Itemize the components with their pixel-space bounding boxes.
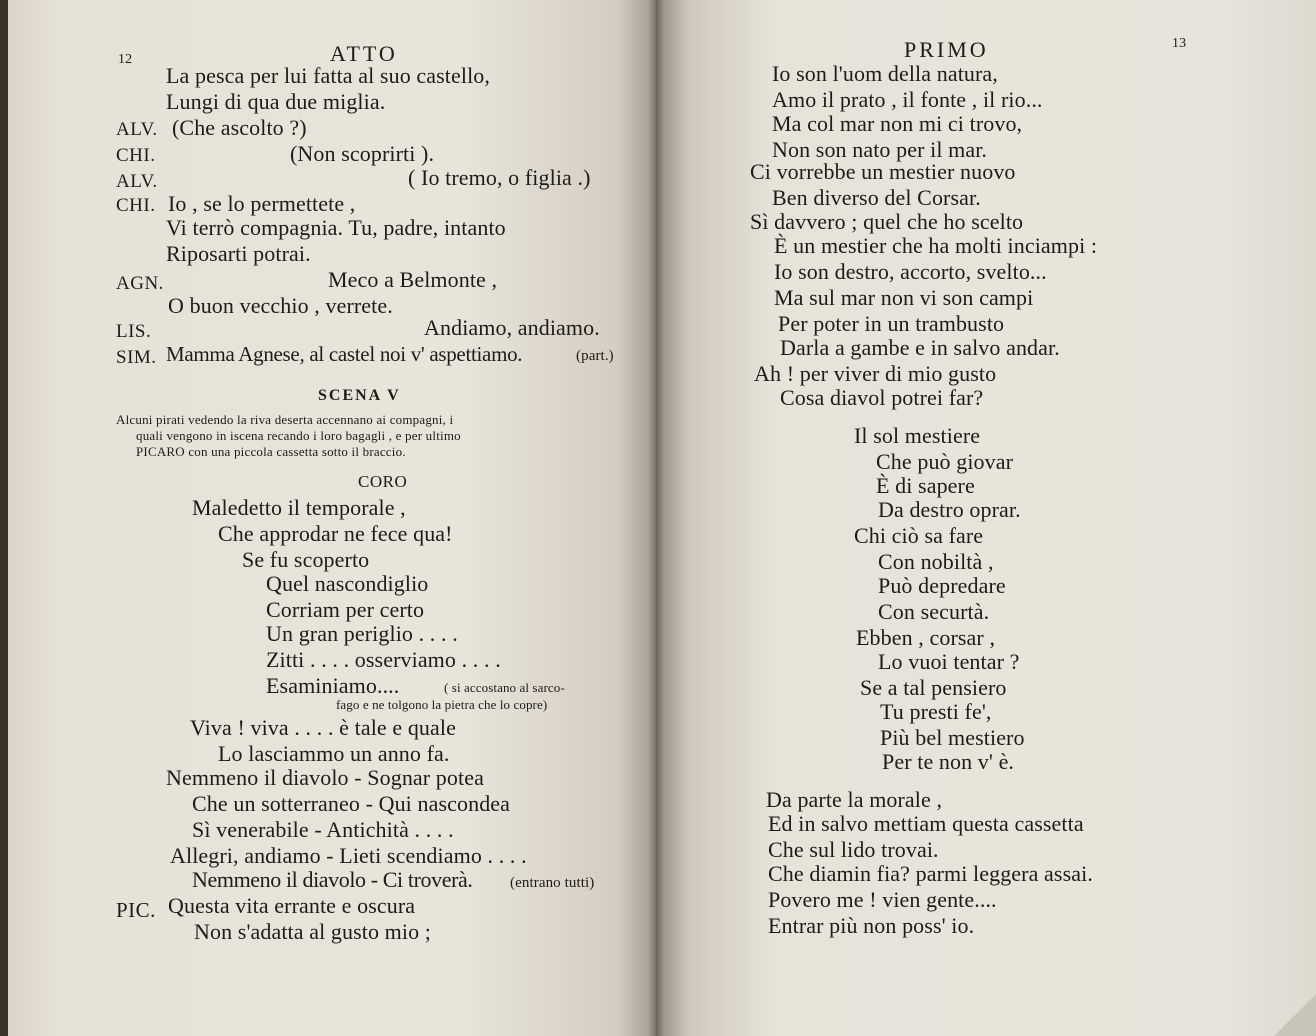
verse-line: Per poter in un trambusto xyxy=(778,311,1005,336)
song-line: Che può giovar xyxy=(876,449,1014,474)
verse-line: Non son nato per il mar. xyxy=(772,137,988,162)
verse-line: Da parte la morale , xyxy=(766,787,943,812)
verse-line: O buon vecchio , verrete. xyxy=(168,293,393,318)
page-number-right: 13 xyxy=(1172,36,1187,51)
verse-line: Meco a Belmonte , xyxy=(328,267,498,292)
verse-line: ( Io tremo, o figlia .) xyxy=(408,165,591,190)
page-number-left: 12 xyxy=(118,52,133,67)
scene-title: SCENA V xyxy=(318,387,401,404)
song-line: Tu presti fe', xyxy=(880,699,992,724)
verse-line: Vi terrò compagnia. Tu, padre, intanto xyxy=(166,215,506,240)
chorus-line: Nemmeno il diavolo - Ci troverà. xyxy=(192,867,473,892)
song-line: Ebben , corsar , xyxy=(856,625,996,650)
verse-line: (Non scoprirti ). xyxy=(290,141,435,166)
verse-line: Questa vita errante e oscura xyxy=(168,893,416,918)
verse-line: Che diamin fia? parmi leggera assai. xyxy=(768,861,1093,886)
verse-line: Io son l'uom della natura, xyxy=(772,61,998,86)
chorus-line: Corriam per certo xyxy=(266,597,425,622)
verse-line: Ed in salvo mettiam questa cassetta xyxy=(768,811,1084,836)
chorus-line: Che approdar ne fece qua! xyxy=(218,521,453,546)
verse-line: Ah ! per viver di mio gusto xyxy=(754,361,997,386)
song-line: Da destro oprar. xyxy=(878,497,1021,522)
running-head-right: PRIMO xyxy=(904,37,989,62)
verse-line: Darla a gambe e in salvo andar. xyxy=(780,335,1060,360)
song-line: Chi ciò sa fare xyxy=(854,523,984,548)
stage-note: (part.) xyxy=(576,348,614,364)
chorus-line: Nemmeno il diavolo - Sognar potea xyxy=(166,765,484,790)
chorus-label: CORO xyxy=(358,472,408,491)
verse-line: Riposarti potrai. xyxy=(166,241,311,266)
verse-line: Non s'adatta al gusto mio ; xyxy=(194,919,432,944)
book-gutter xyxy=(648,0,664,1036)
stage-direction-line: quali vengono in iscena recando i loro bagagli , e per ultimo xyxy=(136,428,461,443)
song-line: Può depredare xyxy=(878,573,1006,598)
verse-line: Ma sul mar non vi son campi xyxy=(774,285,1034,310)
chorus-line: Lo lasciammo un anno fa. xyxy=(218,741,450,766)
chorus-line: Quel nascondiglio xyxy=(266,571,429,596)
chorus-line: Esaminiamo.... xyxy=(266,673,400,698)
speaker-label: CHI. xyxy=(116,195,156,216)
song-line: Con nobiltà , xyxy=(878,549,994,574)
verse-line: Andiamo, andiamo. xyxy=(424,315,600,340)
verse-line: Io son destro, accorto, svelto... xyxy=(774,259,1047,284)
song-line: Più bel mestiero xyxy=(880,725,1025,750)
verse-line: Mamma Agnese, al castel noi v' aspettiamo. xyxy=(166,342,523,366)
speaker-label: LIS. xyxy=(116,321,152,342)
speaker-label: ALV. xyxy=(116,119,158,140)
stage-note: (entrano tutti) xyxy=(510,875,595,891)
stage-aside: ( si accostano al sarco- xyxy=(444,680,565,695)
verse-line: Ci vorrebbe un mestier nuovo xyxy=(750,159,1016,184)
folded-page-corner xyxy=(1274,994,1316,1036)
verse-line: (Che ascolto ?) xyxy=(172,115,307,140)
stage-direction-line: PICARO con una piccola cassetta sotto il braccio. xyxy=(136,444,406,459)
speaker-label: ALV. xyxy=(116,171,158,192)
verse-line: Entrar più non poss' io. xyxy=(768,913,975,938)
verse-line: Povero me ! vien gente.... xyxy=(768,887,997,912)
song-line: Con securtà. xyxy=(878,599,990,624)
left-page xyxy=(8,0,656,1036)
speaker-label: PIC. xyxy=(116,898,156,922)
chorus-line: Maledetto il temporale , xyxy=(192,495,406,520)
song-line: È di sapere xyxy=(876,473,975,498)
verse-line: Cosa diavol potrei far? xyxy=(780,385,984,410)
speaker-label: SIM. xyxy=(116,347,157,368)
verse-line: La pesca per lui fatta al suo castello, xyxy=(166,63,490,88)
verse-line: Che sul lido trovai. xyxy=(768,837,939,862)
song-line: Lo vuoi tentar ? xyxy=(878,649,1020,674)
chorus-line: Che un sotterraneo - Qui nascondea xyxy=(192,791,511,816)
running-head-left: ATTO xyxy=(330,41,398,66)
chorus-line: Zitti . . . . osserviamo . . . . xyxy=(266,647,501,672)
chorus-line: Se fu scoperto xyxy=(242,547,370,572)
song-line: Per te non v' è. xyxy=(882,749,1015,774)
verse-line: Amo il prato , il fonte , il rio... xyxy=(772,87,1043,112)
chorus-line: Un gran periglio . . . . xyxy=(266,621,458,646)
verse-line: Io , se lo permettete , xyxy=(168,191,356,216)
verse-line: Ma col mar non mi ci trovo, xyxy=(772,111,1023,136)
stage-direction-line: Alcuni pirati vedendo la riva deserta accennano ai compagni, i xyxy=(116,412,454,427)
speaker-label: CHI. xyxy=(116,145,156,166)
verse-line: È un mestier che ha molti inciampi : xyxy=(774,233,1098,258)
stage-aside: fago e ne tolgono la pietra che lo copre) xyxy=(336,697,548,712)
song-line: Il sol mestiere xyxy=(854,423,981,448)
right-page xyxy=(656,0,1316,1036)
chorus-line: Allegri, andiamo - Lieti scendiamo . . . . xyxy=(170,843,527,868)
verse-line: Sì davvero ; quel che ho scelto xyxy=(750,209,1024,234)
chorus-line: Viva ! viva . . . . è tale e quale xyxy=(190,715,456,740)
chorus-line: Sì venerabile - Antichità . . . . xyxy=(192,817,454,842)
speaker-label: AGN. xyxy=(116,273,164,294)
song-line: Se a tal pensiero xyxy=(860,675,1007,700)
verse-line: Ben diverso del Corsar. xyxy=(772,185,981,210)
verse-line: Lungi di qua due miglia. xyxy=(166,89,386,114)
